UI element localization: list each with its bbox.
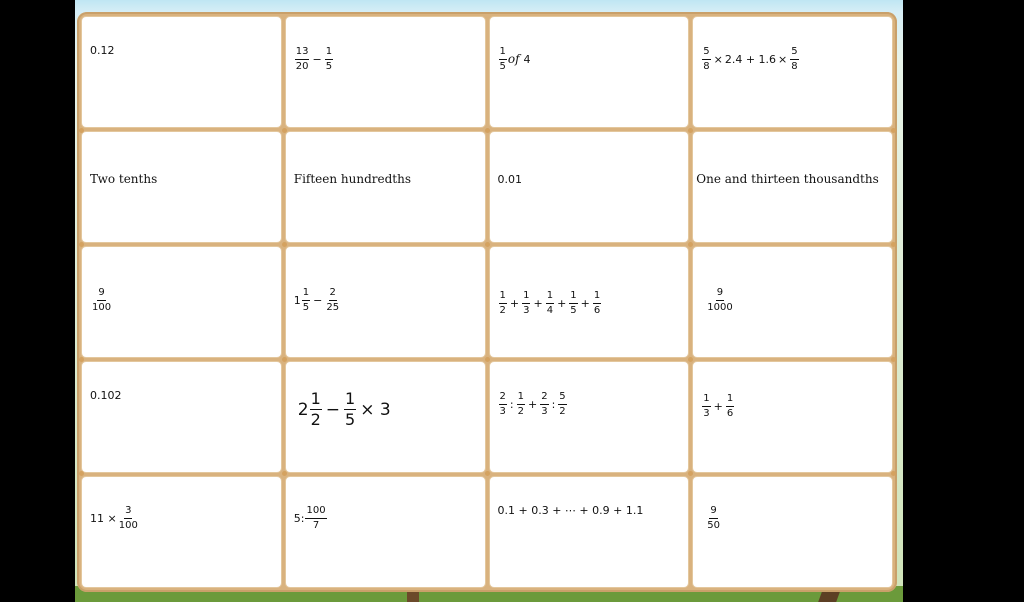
card-expression [294,287,341,313]
numerator: 1 [344,390,356,410]
numerator: 1 [325,46,333,60]
card-expression [90,505,140,531]
card-expression [294,505,328,531]
operator: : [551,397,556,411]
grid-junction-dot [485,471,490,476]
numerator: 1 [569,290,577,304]
card-text: 0.1 + 0.3 + ⋯ + 0.9 + 1.1 [497,504,644,517]
game-stage [75,0,903,602]
numerator: 5 [702,46,710,60]
operator: + [509,296,520,310]
grid-junction-dot [688,242,693,247]
card-r4c1[interactable] [81,361,282,473]
operand: 4 [523,52,531,66]
numerator: 9 [97,287,105,301]
card-expression [498,391,568,417]
card-text: Two tenths [90,172,158,186]
numerator: 1 [522,290,530,304]
grid-junction-dot [282,471,287,476]
card-r3c4[interactable] [692,246,893,358]
numerator: 9 [709,505,717,519]
fraction [305,505,326,531]
denominator: 3 [523,304,530,316]
card-r5c2[interactable] [285,476,486,588]
denominator: 3 [703,407,710,419]
fraction [706,505,721,531]
grid-junction-dot [891,242,896,247]
card-text: One and thirteen thousandths [696,172,879,186]
fraction [546,290,554,316]
operator: + [557,296,567,310]
operator: − [325,399,341,420]
denominator: 7 [312,519,320,531]
card-text: 0.102 [90,389,122,402]
numerator: 2 [499,391,507,405]
operator: + [713,399,723,413]
card-r1c2[interactable] [285,16,486,128]
fraction [540,391,548,417]
fraction [91,287,112,313]
operand: 11 × [90,511,117,525]
card-r2c2[interactable] [285,131,486,243]
card-r2c1[interactable] [81,131,282,243]
denominator: 5 [499,60,506,72]
grid-junction-dot [891,357,896,362]
operator: − [313,293,323,307]
denominator: 5 [325,60,333,72]
numerator: 5 [790,46,798,60]
card-r4c3[interactable] [489,361,690,473]
card-r1c3[interactable] [489,16,690,128]
denominator: 4 [546,304,554,316]
numerator: 2 [540,391,548,405]
card-grid [81,16,893,588]
numerator: 1 [302,287,310,301]
card-expression [498,46,531,72]
denominator: 1000 [707,301,733,313]
fraction [325,287,340,313]
card-expression [498,290,603,316]
numerator: 1 [546,290,554,304]
fraction [593,290,601,316]
grid-junction-dot [891,471,896,476]
fraction [325,46,333,72]
card-r5c3[interactable] [489,476,690,588]
grid-junction-dot [688,357,693,362]
fraction [295,46,310,72]
numerator: 1 [310,390,322,410]
grid-junction-dot [688,128,693,133]
operator: + [533,296,543,310]
numerator: 1 [593,290,601,304]
card-r5c4[interactable] [692,476,893,588]
match-board [77,12,897,592]
fraction [569,290,577,316]
denominator: 6 [726,407,734,419]
card-r4c2[interactable] [285,361,486,473]
fraction [702,46,710,72]
fraction [517,391,525,417]
denominator: 6 [593,304,601,316]
whole-number: 2 [297,399,309,420]
operator: − [312,52,322,66]
card-expression [701,393,735,419]
grid-junction-dot [79,242,84,247]
operator: × [713,52,723,66]
denominator: 100 [92,301,112,313]
tree-trunk [818,592,840,602]
operator: : [509,397,514,411]
fraction [726,393,734,419]
fraction [118,505,139,531]
fraction [310,390,322,430]
card-r3c3[interactable] [489,246,690,358]
grid-junction-dot [282,242,287,247]
denominator: 2 [499,304,506,316]
grid-junction-dot [485,242,490,247]
operand: 2.4 + 1.6 [724,52,777,66]
card-expression [701,46,799,72]
fraction [790,46,798,72]
denominator: 20 [295,60,309,72]
card-r2c3[interactable] [489,131,690,243]
denominator: 3 [499,405,506,417]
fraction [522,290,530,316]
grid-junction-dot [485,357,490,362]
denominator: 8 [703,60,710,72]
fraction [558,391,566,417]
numerator: 1 [499,290,507,304]
operand: 5: [293,511,305,525]
denominator: 3 [541,405,548,417]
numerator: 100 [305,505,326,519]
fraction [302,287,310,313]
operator: × 3 [360,399,391,420]
operator: × [778,52,788,66]
grid-junction-dot [485,128,490,133]
fraction [499,46,507,72]
fraction [344,390,356,430]
fraction [706,287,733,313]
denominator: 8 [791,60,798,72]
operator: + [580,296,590,310]
grid-junction-dot [79,128,84,133]
denominator: 2 [310,410,321,430]
card-r3c2[interactable] [285,246,486,358]
numerator: 1 [702,393,710,407]
card-r2c4[interactable] [692,131,893,243]
numerator: 1 [726,393,734,407]
numerator: 1 [499,46,507,60]
operator: + [527,397,538,411]
card-text: Fifteen hundredths [293,172,412,186]
card-r3c1[interactable] [81,246,282,358]
denominator: 25 [326,301,340,313]
fraction [499,290,507,316]
denominator: 100 [118,519,138,531]
grid-junction-dot [688,471,693,476]
card-expression [298,390,394,430]
fraction [499,391,507,417]
fraction [702,393,710,419]
grid-junction-dot [79,471,84,476]
grid-junction-dot [79,357,84,362]
grid-junction-dot [282,128,287,133]
denominator: 50 [707,519,720,531]
denominator: 5 [570,304,577,316]
tree-trunk [407,592,419,602]
card-r4c4[interactable] [692,361,893,473]
denominator: 2 [517,405,524,417]
numerator: 9 [716,287,724,301]
numerator: 2 [329,287,337,301]
denominator: 5 [302,301,310,313]
card-r5c1[interactable] [81,476,282,588]
card-r1c4[interactable] [692,16,893,128]
card-text: 0.01 [497,173,522,186]
denominator: 2 [559,405,566,417]
whole-number: 1 [293,293,301,307]
card-r1c1[interactable] [81,16,282,128]
grid-junction-dot [282,357,287,362]
numerator: 3 [124,505,132,519]
card-text: 0.12 [90,44,115,57]
numerator: 1 [517,391,525,405]
numerator: 13 [295,46,310,60]
denominator: 5 [345,410,356,430]
operator-word: of [507,52,520,66]
card-expression [294,46,334,72]
grid-junction-dot [891,128,896,133]
numerator: 5 [558,391,566,405]
